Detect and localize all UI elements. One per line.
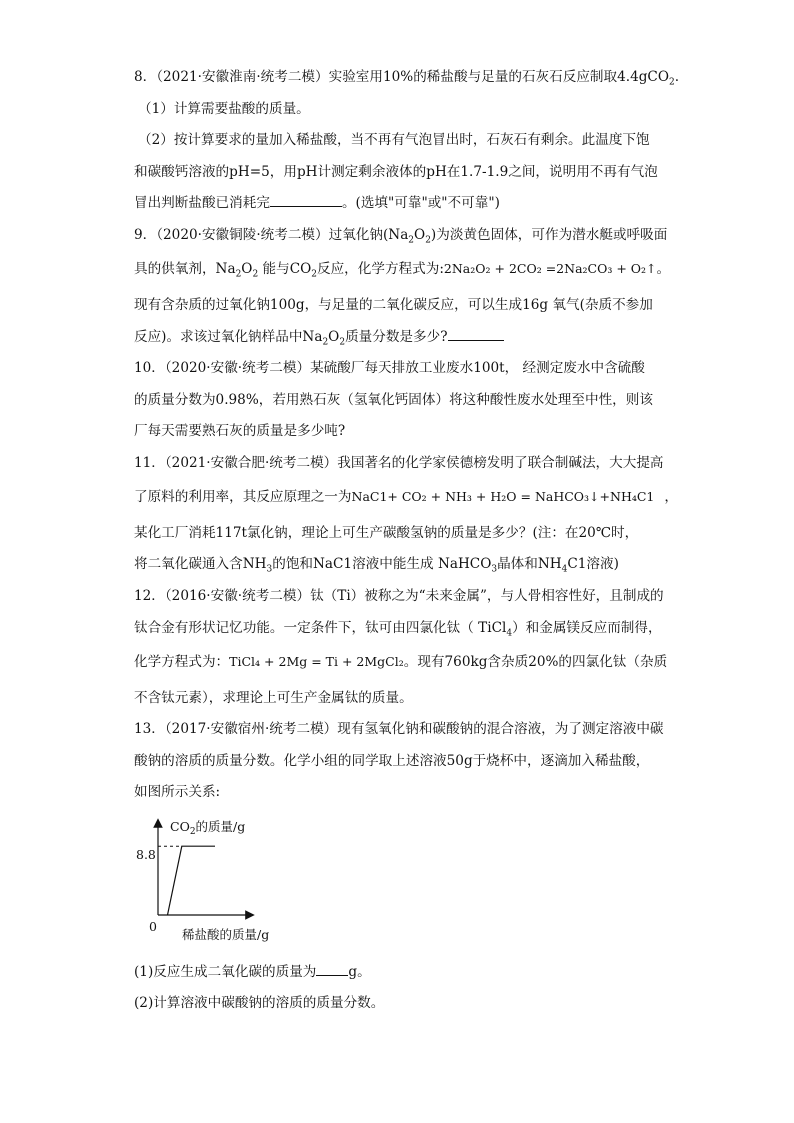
q13-sub1b: g。: [348, 964, 371, 980]
q9-l4b: 2: [322, 337, 329, 348]
q10-line-3: 厂每天需要熟石灰的质量是多少吨?: [134, 423, 346, 439]
q9-l2d: 2: [252, 269, 259, 280]
q9-l2h: 。: [656, 261, 671, 277]
q9-line-3: 现有含杂质的过氧化钠100g，与足量的二氧化碳反应，可以生成16g 氧气(杂质不参加: [134, 297, 653, 313]
q9-answer-blank[interactable]: [448, 328, 504, 341]
q13-answer-blank[interactable]: [316, 963, 348, 976]
q8-l5b: 。(选填"可靠"或"不可靠"): [341, 195, 500, 211]
q12-l3a: 化学方程式为：: [134, 654, 230, 670]
q11-l2a: 了原料的利用率，其反应原理之一为: [134, 489, 352, 505]
q8-line-3: （2）按计算要求的量加入稀盐酸，当不再有气泡冒出时，石灰石有剩余。此温度下饱: [138, 132, 650, 148]
q8-l5a: 冒出判断盐酸已消耗完: [134, 195, 270, 211]
q13-sub-1: [134, 963, 371, 981]
q12-l2a: 钛合金有形状记忆功能。一定条件下，钛可由四氯化钛（ TiCl: [134, 620, 507, 636]
q13-sub-2: (2)计算溶液中碳酸钠的溶质的质量分数。: [134, 995, 385, 1011]
y-tick-label: 8.8: [136, 847, 156, 862]
q11-line-4: [134, 555, 619, 573]
co2-mass-chart: [138, 815, 298, 945]
q11-line-2: [134, 488, 678, 506]
q9-line-1: [134, 226, 667, 244]
y-axis-label: $CO_2$的质量/g: [170, 819, 246, 837]
q9-line-2: [134, 260, 670, 278]
series-line: [168, 846, 216, 915]
q12-line-1: 12．（2016·安徽·统考二模）钛（Ti）被称之为“未来金属”，与人骨相容性好，且制成的: [134, 588, 664, 604]
q8-answer-blank[interactable]: [270, 194, 342, 207]
q11-l4e: 晶体和NH: [497, 556, 562, 572]
q8-line-2: （1）计算需要盐酸的质量。: [138, 101, 310, 117]
x-axis-label: 稀盐酸的质量/g: [182, 927, 270, 942]
q9-l1c: O: [414, 227, 426, 243]
q9-l4a: 反应)。求该过氧化钠样品中Na: [134, 329, 323, 345]
q8-line-1: [134, 68, 679, 86]
q8-sub: 2: [668, 77, 675, 88]
q11-l4g: C1溶液): [567, 556, 619, 572]
q8-line-5: [134, 194, 500, 212]
q11-equation: NaC1+ CO₂ + NH₃ + H₂O = NaHCO₃↓+NH₄C1: [351, 489, 655, 504]
q9-l2f: 2: [311, 269, 317, 280]
q13-line-3: 如图所示关系:: [134, 784, 221, 800]
q11-l4d: 3: [491, 564, 498, 575]
origin-label: 0: [149, 919, 157, 934]
q11-l2b: ，: [664, 489, 678, 505]
q9-l2e: 能与CO: [258, 261, 312, 277]
q9-l2c: O: [241, 261, 253, 277]
q8-text: 8．（2021·安徽淮南·统考二模）实验室用10%的稀盐酸与足量的石灰石反应制取4.4gCO: [134, 69, 669, 85]
q9-l2b: 2: [235, 269, 242, 280]
q8-line-4: 和碳酸钙溶液的pH=5，用pH计测定剩余液体的pH在1.7-1.9之间，说明用不再有气泡: [134, 164, 658, 180]
q9-l1e: )为淡黄色固体，可作为潜水艇或呼吸面: [430, 227, 668, 243]
q12-l2c: ）和金属镁反应而制得，: [512, 620, 662, 636]
q9-l4e: 质量分数是多少?: [345, 329, 448, 345]
q11-l4c: 的饱和NaC1溶液中能生成 NaHCO: [272, 556, 492, 572]
q11-l4f: 4: [561, 564, 568, 575]
q11-line-1: 11．（2021·安徽合肥·统考二模）我国著名的化学家侯德榜发明了联合制碱法，大大提高: [134, 455, 664, 471]
q12-l3b: 。现有760kg含杂质20%的四氯化钛（杂质: [403, 654, 668, 670]
q9-line-4: [134, 328, 504, 346]
q12-line-2: [134, 619, 662, 637]
q11-line-3: 某化工厂消耗117t氯化钠，理论上可生产碳酸氢钠的质量是多少？(注：在20℃时，: [134, 525, 639, 541]
q12-line-3: [134, 653, 667, 671]
q9-equation: 2Na₂O₂ + 2CO₂ =2Na₂CO₃ + O₂↑: [443, 261, 657, 276]
q9-l1b: 2: [408, 235, 415, 246]
q9-l2a: 具的供氧剂，Na: [134, 261, 236, 277]
q12-equation: TiCl₄ + 2Mg = Ti + 2MgCl₂: [229, 654, 404, 669]
q13-line-2: 酸钠的溶质的质量分数。化学小组的同学取上述溶液50g于烧杯中，逐滴加入稀盐酸，: [134, 753, 650, 769]
q13-line-1: 13．（2017·安徽宿州·统考二模）现有氢氧化钠和碳酸钠的混合溶液，为了测定溶液中碳: [134, 721, 664, 737]
q9-l1a: 9．（2020·安徽铜陵·统考二模）过氧化钠(Na: [134, 227, 409, 243]
q12-l2b: 4: [506, 628, 513, 639]
q10-line-1: 10．（2020·安徽·统考二模）某硫酸厂每天排放工业废水100t， 经测定废水中含硫酸: [134, 360, 645, 376]
q11-l4b: 3: [266, 564, 273, 575]
q9-l4d: 2: [339, 337, 346, 348]
q12-line-4: 不含钛元素），求理论上可生产金属钛的质量。: [134, 690, 413, 706]
q10-line-2: 的质量分数为0.98%，若用熟石灰（氢氧化钙固体）将这种酸性废水处理至中性，则该: [134, 392, 653, 408]
q11-l4a: 将二氧化碳通入含NH: [134, 556, 267, 572]
q8-end: .: [674, 69, 680, 85]
q9-l2g: 反应，化学方程式为:: [316, 261, 444, 277]
q13-sub1a: (1)反应生成二氧化碳的质量为: [134, 964, 317, 980]
q9-l1d: 2: [425, 235, 431, 246]
q9-l4c: O: [328, 329, 340, 345]
